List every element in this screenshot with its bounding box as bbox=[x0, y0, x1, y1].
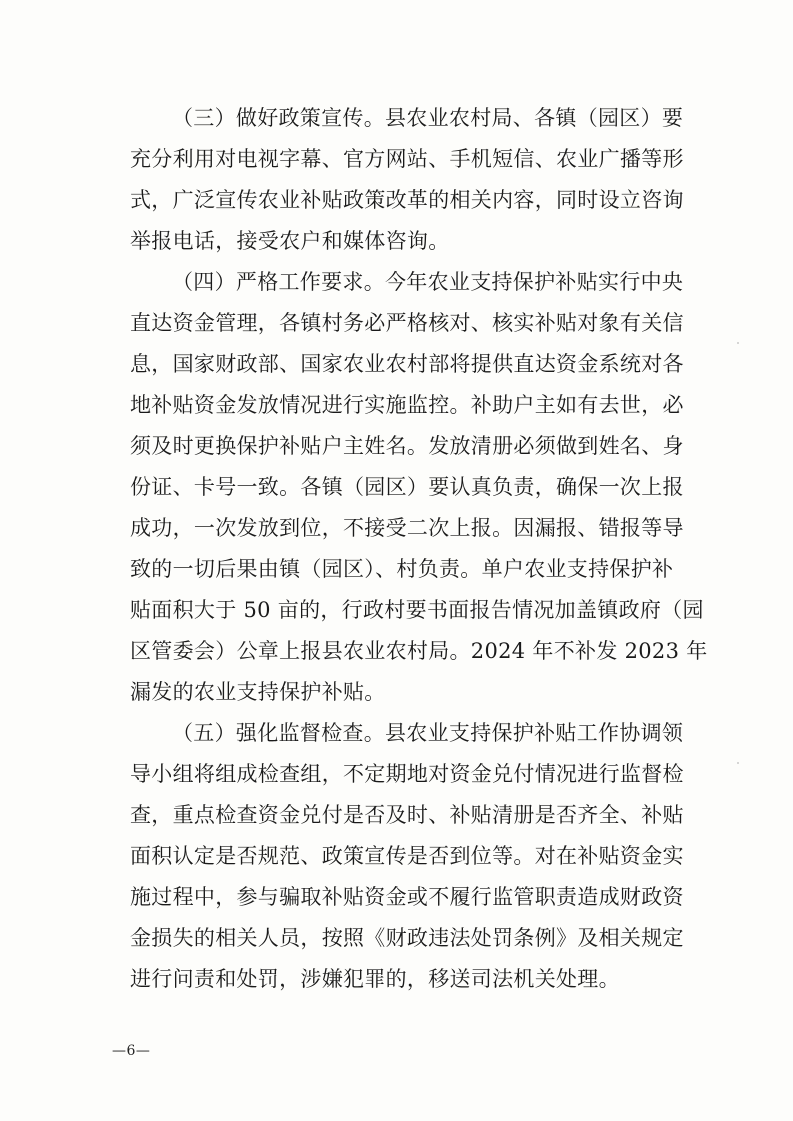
paragraph-5-line-5: 施过程中，参与骗取补贴资金或不履行监管职责造成财政资 bbox=[130, 885, 684, 909]
paragraph-5-line-4: 面积认定是否规范、政策宣传是否到位等。对在补贴资金实 bbox=[130, 844, 684, 868]
paragraph-4-line-10: 区管委会）公章上报县农业农村局。2024 年不补发 2023 年 bbox=[130, 639, 708, 663]
paragraph-4-line-1: （四）严格工作要求。今年农业支持保护补贴实行中央 bbox=[172, 270, 684, 294]
paragraph-4-line-8: 致的一切后果由镇（园区）、村负责。单户农业支持保护补 bbox=[130, 557, 674, 581]
paragraph-4-line-11: 漏发的农业支持保护补贴。 bbox=[130, 680, 386, 704]
paragraph-3-line-4: 举报电话，接受农户和媒体咨询。 bbox=[130, 229, 450, 253]
paragraph-5-line-6: 金损失的相关人员，按照《财政违法处罚条例》及相关规定 bbox=[130, 926, 684, 950]
paragraph-3-line-2: 充分利用对电视字幕、官方网站、手机短信、农业广播等形 bbox=[130, 147, 684, 171]
page-number: —6— bbox=[112, 1043, 151, 1059]
paragraph-5-line-7: 进行问责和处罚，涉嫌犯罪的，移送司法机关处理。 bbox=[130, 967, 620, 991]
paragraph-4-line-4: 地补贴资金发放情况进行实施监控。补助户主如有去世，必 bbox=[130, 393, 684, 417]
paragraph-4-line-2: 直达资金管理，各镇村务必严格核对、核实补贴对象有关信 bbox=[130, 311, 684, 335]
scan-speck bbox=[737, 342, 739, 344]
scan-speck bbox=[737, 762, 739, 764]
paragraph-4-line-6: 份证、卡号一致。各镇（园区）要认真负责，确保一次上报 bbox=[130, 475, 684, 499]
paragraph-5-line-2: 导小组将组成检查组，不定期地对资金兑付情况进行监督检 bbox=[130, 762, 684, 786]
paragraph-3-line-1: （三）做好政策宣传。县农业农村局、各镇（园区）要 bbox=[172, 106, 684, 130]
paragraph-4-line-5: 须及时更换保护补贴户主姓名。发放清册必须做到姓名、身 bbox=[130, 434, 684, 458]
paragraph-4-line-7: 成功，一次发放到位，不接受二次上报。因漏报、错报等导 bbox=[130, 516, 684, 540]
document-body bbox=[130, 98, 708, 1000]
paragraph-5-line-1: （五）强化监督检查。县农业支持保护补贴工作协调领 bbox=[172, 721, 684, 745]
paragraph-3-line-3: 式，广泛宣传农业补贴政策改革的相关内容，同时设立咨询 bbox=[130, 188, 684, 212]
paragraph-4-line-3: 息，国家财政部、国家农业农村部将提供直达资金系统对各 bbox=[130, 352, 684, 376]
paragraph-5-line-3: 查，重点检查资金兑付是否及时、补贴清册是否齐全、补贴 bbox=[130, 803, 684, 827]
paragraph-4-line-9: 贴面积大于 50 亩的，行政村要书面报告情况加盖镇政府（园 bbox=[130, 598, 704, 622]
